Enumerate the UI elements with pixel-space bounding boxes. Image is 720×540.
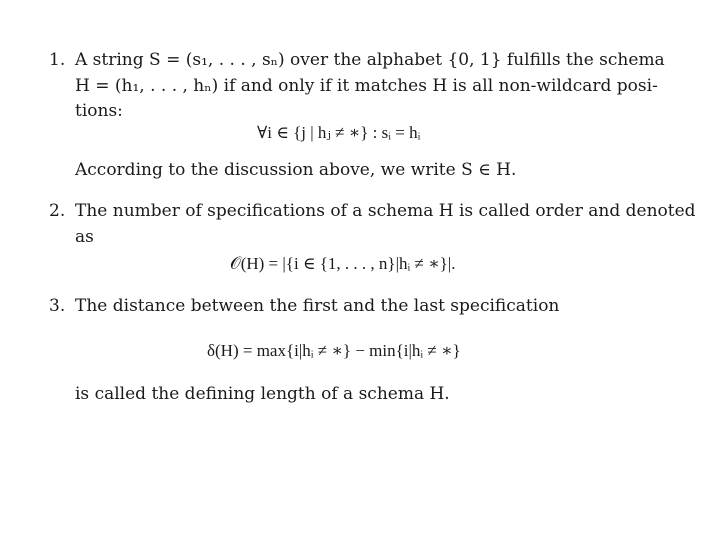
display-formula: 𝒪(H) = |{i ∈ {1, . . . , n}|hᵢ ≠ ∗}|. (230, 254, 456, 273)
item-number: 1. (49, 50, 66, 70)
item-text-line: as (75, 227, 94, 247)
item-text-line: The distance between the first and the last specification (75, 296, 560, 316)
display-formula: ∀i ∈ {j | hⱼ ≠ ∗} : sᵢ = hᵢ (257, 123, 421, 142)
display-formula: δ(H) = max{i|hᵢ ≠ ∗} − min{i|hᵢ ≠ ∗} (207, 341, 461, 360)
item-number: 3. (49, 296, 66, 316)
item-text-line: The number of specifications of a schema H is called order and denoted (75, 201, 696, 221)
item-text-line: A string S = (s₁, . . . , sₙ) over the alphabet {0, 1} fulfills the schema (75, 50, 665, 70)
item-text-line: H = (h₁, . . . , hₙ) if and only if it matches H is all non-wildcard posi- (75, 76, 658, 96)
item-text-line: is called the defining length of a schema H. (75, 384, 450, 404)
item-text-line: tions: (75, 101, 123, 121)
item-number: 2. (49, 201, 66, 221)
item-text-line: According to the discussion above, we write S ∈ H. (75, 160, 517, 180)
